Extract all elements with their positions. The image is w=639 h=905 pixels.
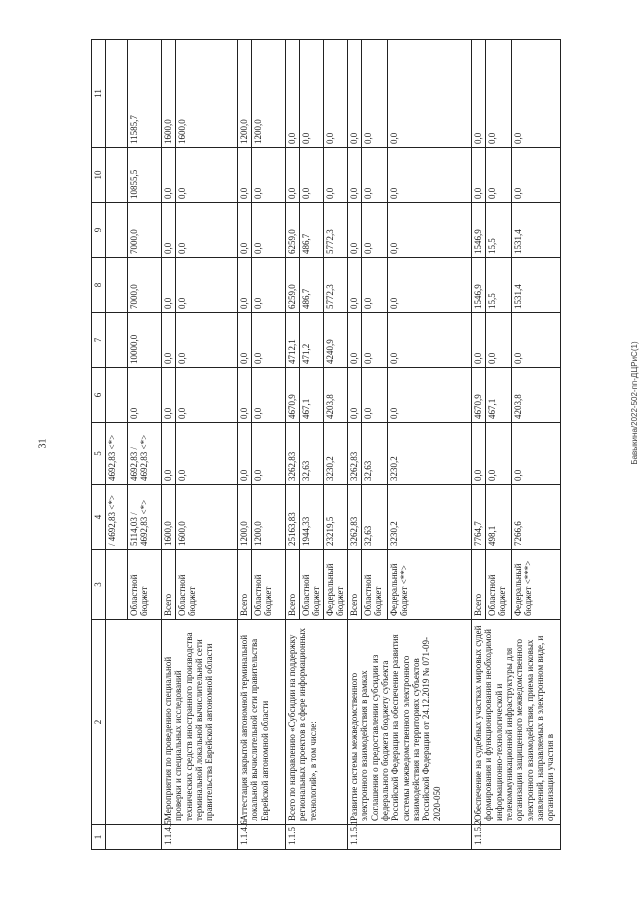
table-cell: 0,0	[162, 313, 176, 368]
table-cell: 10855,5	[128, 148, 162, 203]
row-code: 1.1.5.2	[472, 825, 561, 850]
table-cell: 0,0	[176, 148, 238, 203]
table-cell: 0,0	[486, 40, 512, 148]
source-cell: Областной бюджет	[252, 550, 286, 620]
table-cell: 0,0	[286, 148, 300, 203]
table-cell: 0,0	[512, 313, 561, 368]
table-cell: 0,0	[252, 148, 286, 203]
table-cell: 4692,83 <*>	[106, 423, 128, 485]
table-cell: 1600,0	[162, 40, 176, 148]
table-cell: 32,63	[300, 423, 324, 485]
table-cell: 1200,0	[252, 40, 286, 148]
table-cell: 3230,2	[324, 423, 348, 485]
table-cell: 0,0	[252, 368, 286, 423]
source-cell: Областной бюджет	[362, 550, 388, 620]
table-cell: 0,0	[362, 258, 388, 313]
budget-table	[91, 39, 561, 850]
table-cell: 4670,9	[286, 368, 300, 423]
row-code: 1.1.5	[286, 825, 348, 850]
table-cell: 1944,33	[300, 485, 324, 550]
table-cell: 0,0	[486, 313, 512, 368]
row-description: Мероприятия по проведению специальной проверки и специальных исследований технических средств иностранного производства терминальной локальной вычислительной сети правительства Еврейской автономной области	[162, 620, 238, 825]
table-cell: 1531,4	[512, 203, 561, 258]
table-cell: 0,0	[238, 423, 252, 485]
table-cell: 486,7	[300, 203, 324, 258]
table-cell: 6259,0	[286, 258, 300, 313]
table-cell: 25163,83	[286, 485, 300, 550]
table-cell: 11585,7	[128, 40, 162, 148]
column-header: 5	[92, 423, 106, 485]
table-cell	[106, 550, 128, 620]
table-row	[286, 40, 300, 850]
row-description: Аттестация закрытой автономной терминальной локальной вычислительной сети правительства Еврейской автономной области	[238, 620, 286, 825]
table-cell: 7764,7	[472, 485, 486, 550]
column-header-row	[92, 40, 106, 850]
table-cell: 0,0	[286, 40, 300, 148]
table-row	[238, 40, 252, 850]
table-cell: 4692,83 / 4692,83 <*>	[128, 423, 162, 485]
table-cell	[106, 40, 128, 148]
carry-over-row-a	[106, 40, 128, 850]
table-cell: 0,0	[162, 423, 176, 485]
table-cell: 0,0	[388, 258, 472, 313]
table-cell	[106, 203, 128, 258]
table-cell: 0,0	[348, 313, 362, 368]
table-cell: 0,0	[252, 423, 286, 485]
table-cell: 0,0	[348, 40, 362, 148]
table-cell: 3230,2	[388, 485, 472, 550]
table-cell: 0,0	[300, 148, 324, 203]
source-cell: Всего	[162, 550, 176, 620]
table-cell: 0,0	[472, 148, 486, 203]
table-cell: 15,5	[486, 203, 512, 258]
source-cell: Областной бюджет	[128, 550, 162, 620]
table-cell: 0,0	[300, 40, 324, 148]
table-cell: 0,0	[238, 258, 252, 313]
table-cell: 0,0	[388, 148, 472, 203]
table-cell: 0,0	[348, 368, 362, 423]
table-cell: 3262,83	[286, 423, 300, 485]
column-header: 11	[92, 40, 106, 148]
table-cell: 0,0	[512, 40, 561, 148]
table-cell: 1600,0	[176, 485, 238, 550]
row-code: 1.1.4.5	[162, 825, 238, 850]
table-cell: 0,0	[388, 313, 472, 368]
table-cell: 0,0	[348, 258, 362, 313]
table-cell: 0,0	[486, 148, 512, 203]
column-header: 4	[92, 485, 106, 550]
table-cell	[106, 368, 128, 423]
table-cell: 0,0	[362, 368, 388, 423]
table-cell: 1546,9	[472, 258, 486, 313]
table-cell: 467,1	[300, 368, 324, 423]
table-cell: 5114,03 / 4692,83 <*>	[128, 485, 162, 550]
table-cell	[106, 258, 128, 313]
source-cell: Областной бюджет	[176, 550, 238, 620]
table-cell: 0,0	[176, 258, 238, 313]
table-cell: 5772,3	[324, 203, 348, 258]
table-cell: 0,0	[324, 148, 348, 203]
table-cell: 7266,6	[512, 485, 561, 550]
table-cell: 0,0	[176, 423, 238, 485]
source-cell: Федеральный бюджет <***>	[512, 550, 561, 620]
table-cell: 0,0	[238, 148, 252, 203]
table-cell: 486,7	[300, 258, 324, 313]
page-number: 31	[37, 438, 49, 449]
source-cell: Федеральный бюджет	[324, 550, 348, 620]
table-cell: 0,0	[252, 313, 286, 368]
table-cell: 0,0	[238, 368, 252, 423]
table-cell: 6259,0	[286, 203, 300, 258]
column-header: 2	[92, 620, 106, 825]
table-cell: 32,63	[362, 485, 388, 550]
table-cell: 5772,3	[324, 258, 348, 313]
table-cell: 0,0	[162, 258, 176, 313]
row-code: 1.1.4.6	[238, 825, 286, 850]
column-header: 3	[92, 550, 106, 620]
table-cell: 0,0	[252, 258, 286, 313]
table-cell: 32,63	[362, 423, 388, 485]
table-cell: 1200,0	[252, 485, 286, 550]
table-cell: 0,0	[362, 313, 388, 368]
table-cell: 1200,0	[238, 485, 252, 550]
document-stamp: Бавыкина/2022-502-пп-ДЦРиС(1)	[630, 341, 639, 465]
table-cell: 0,0	[238, 313, 252, 368]
source-cell: Всего	[286, 550, 300, 620]
table-cell: 4712,1	[286, 313, 300, 368]
table-cell: 4670,9	[472, 368, 486, 423]
column-header: 6	[92, 368, 106, 423]
table-cell: 0,0	[176, 368, 238, 423]
table-cell: 0,0	[388, 40, 472, 148]
table-cell: 0,0	[238, 203, 252, 258]
table-cell: 0,0	[348, 148, 362, 203]
table-cell: 498,1	[486, 485, 512, 550]
table-row	[348, 40, 362, 850]
table-row	[162, 40, 176, 850]
table-cell: 1546,9	[472, 203, 486, 258]
table-cell: 0,0	[162, 368, 176, 423]
table-row	[472, 40, 486, 850]
row-description: Обеспечение на судебных участках мировых судей формирования и функционирования необходимой информационно-технологической и телекоммуникационной инфраструктуры для организации защищенного межведомственного электронного взаимодействия, приема исковых заявлений, направляемых в электронном виде, и организации участия в	[472, 620, 561, 825]
table-cell: 4203,8	[512, 368, 561, 423]
table-cell	[106, 620, 162, 825]
table-cell: 15,5	[486, 258, 512, 313]
table-cell: 0,0	[348, 203, 362, 258]
table-cell: 4240,9	[324, 313, 348, 368]
table-cell: 3262,83	[348, 485, 362, 550]
table-cell: 4203,8	[324, 368, 348, 423]
column-header: 8	[92, 258, 106, 313]
row-code: 1.1.5.1	[348, 825, 472, 850]
row-description: Всего по направлению «Субсидии на поддержку региональных проектов в сфере информационных технологий», в том числе:	[286, 620, 348, 825]
table-cell: 0,0	[362, 203, 388, 258]
table-cell: 0,0	[512, 423, 561, 485]
table-cell: 0,0	[176, 313, 238, 368]
table-cell: 0,0	[362, 40, 388, 148]
table-cell: 3230,2	[388, 423, 472, 485]
table-cell: 0,0	[486, 423, 512, 485]
table-cell: 10000,0	[128, 313, 162, 368]
budget-table-container	[91, 40, 561, 850]
table-cell: / 4692,83 <*>	[106, 485, 128, 550]
table-cell: 0,0	[162, 203, 176, 258]
table-cell: 1531,4	[512, 258, 561, 313]
source-cell: Всего	[238, 550, 252, 620]
table-cell: 23219,5	[324, 485, 348, 550]
table-cell	[106, 825, 162, 850]
source-cell: Областной бюджет	[300, 550, 324, 620]
table-cell: 0,0	[472, 313, 486, 368]
table-cell: 0,0	[252, 203, 286, 258]
table-cell: 0,0	[162, 148, 176, 203]
table-cell: 0,0	[472, 423, 486, 485]
table-cell: 1600,0	[162, 485, 176, 550]
table-cell: 0,0	[512, 148, 561, 203]
table-cell: 1600,0	[176, 40, 238, 148]
table-cell: 0,0	[324, 40, 348, 148]
table-cell	[106, 148, 128, 203]
source-cell: Областной бюджет	[486, 550, 512, 620]
row-description: Развитие системы межведомственного электронного взаимодействия в рамках Соглашения о предоставлении субсидии из федерального бюджета бюджету субъекта Российской Федерации на обеспечение развития системы межведомственного электронного взаимодействия на территориях субъектов Российской Федерации от 24.12.2019 № 071-09-2020-050	[348, 620, 472, 825]
source-cell: Федеральный бюджет <**>	[388, 550, 472, 620]
table-cell: 467,1	[486, 368, 512, 423]
table-cell: 471,2	[300, 313, 324, 368]
table-cell	[106, 313, 128, 368]
table-cell: 0,0	[472, 40, 486, 148]
table-cell: 0,0	[388, 368, 472, 423]
table-cell: 7000,0	[128, 203, 162, 258]
table-cell: 0,0	[362, 148, 388, 203]
column-header: 9	[92, 203, 106, 258]
table-cell: 1200,0	[238, 40, 252, 148]
table-cell: 0,0	[128, 368, 162, 423]
column-header: 10	[92, 148, 106, 203]
column-header: 1	[92, 825, 106, 850]
table-cell: 0,0	[388, 203, 472, 258]
table-cell: 0,0	[176, 203, 238, 258]
source-cell: Всего	[348, 550, 362, 620]
table-cell: 3262,83	[348, 423, 362, 485]
table-cell: 7000,0	[128, 258, 162, 313]
column-header: 7	[92, 313, 106, 368]
source-cell: Всего	[472, 550, 486, 620]
